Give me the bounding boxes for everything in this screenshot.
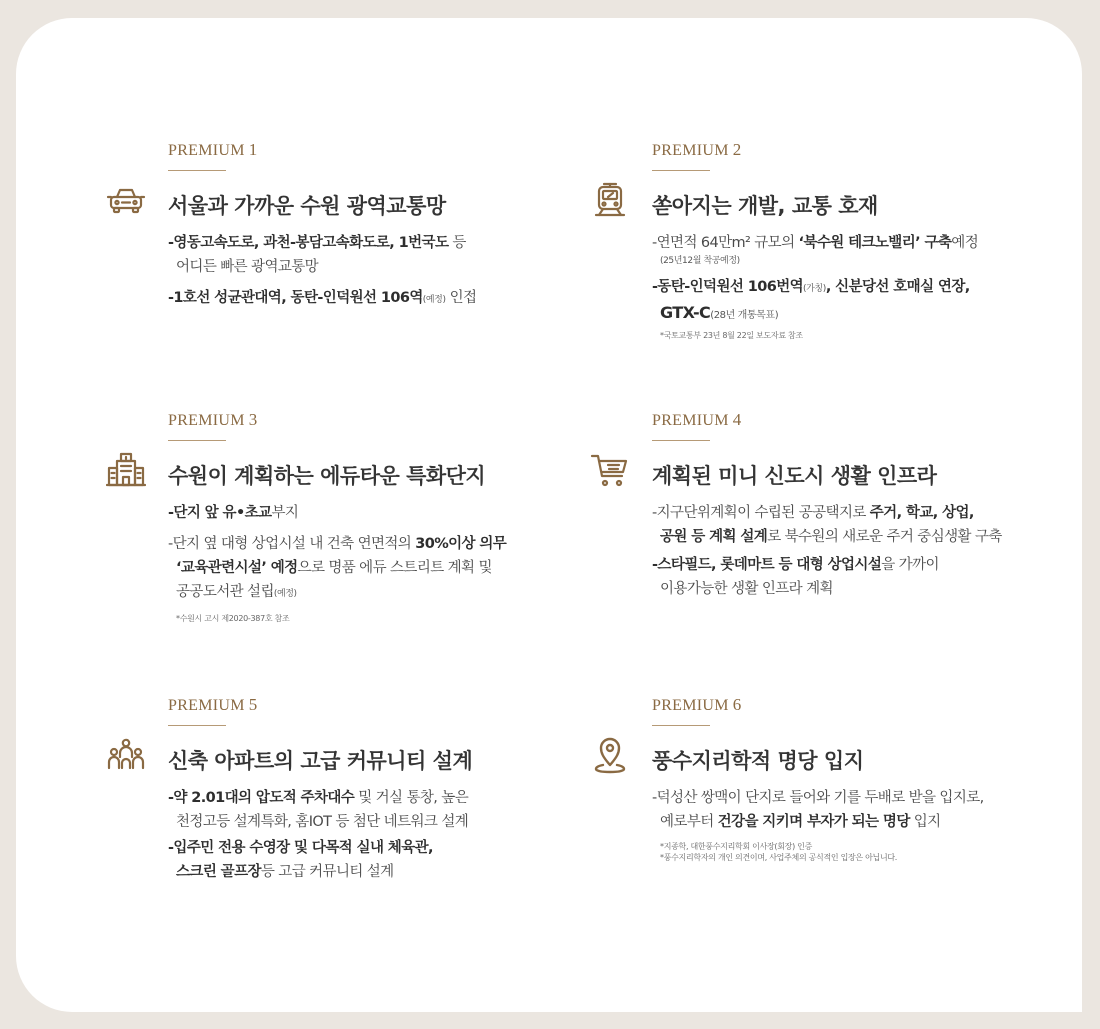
text: -지구단위계획이 수립된 공공택지로: [652, 505, 870, 521]
body-line: [652, 301, 1100, 328]
text: 및 거실 통창, 높은: [354, 790, 469, 806]
section-body: [168, 786, 628, 884]
text: 을 가까이: [881, 557, 939, 573]
premium-word: PREMIUM: [168, 142, 245, 159]
bold-text: 건강을 지키며 부자가 되는 명당: [717, 814, 910, 830]
body-line: [652, 553, 1100, 577]
premium-word: PREMIUM: [652, 697, 729, 714]
bold-text: -영동고속도로, 과천-봉담고속화도로, 1번국도: [168, 235, 449, 251]
divider: [652, 170, 710, 171]
body-line: 어디든 빠른 광역교통망: [176, 259, 319, 275]
premium-label: [168, 695, 258, 715]
body-line: [168, 532, 628, 556]
bold-text: 스크린 골프장: [176, 864, 261, 880]
bold-text: -동탄-인덕원선 106번역: [652, 279, 804, 295]
premium-label: [168, 410, 258, 430]
bold-text: 30%이상 의무: [415, 536, 507, 552]
premium-label: [652, 695, 742, 715]
bold-text: -입주민 전용 수영장 및 다목적 실내 체육관,: [168, 840, 433, 856]
body-line-small: (25년12월 착공예정): [660, 256, 740, 266]
section-body: [168, 501, 628, 624]
premium-word: PREMIUM: [652, 412, 729, 429]
text: 등: [448, 235, 466, 251]
footnote: *국토교통부 23년 8월 22일 보도자료 참조: [660, 331, 803, 340]
bold-text: -약 2.01대의 압도적 주차대수: [168, 790, 355, 806]
divider: [652, 440, 710, 441]
premium-number: 3: [248, 410, 258, 429]
shopping-cart-icon: [590, 450, 630, 490]
text: 으로 명품 에듀 스트리트 계획 및: [297, 560, 492, 576]
text: 입지: [909, 814, 941, 830]
premium-number: 1: [248, 140, 258, 159]
body-line: -덕성산 쌍맥이 단지로 들어와 기를 두배로 받을 입지로,: [652, 790, 984, 806]
footnote: *지종학, 대한풍수지리학회 이사장(회장) 인증: [660, 842, 813, 851]
text: 공공도서관 설립: [176, 584, 274, 600]
footnote: *풍수지리학자의 개인 의견이며, 사업주체의 공식적인 입장은 아닙니다.: [660, 853, 898, 862]
school-building-icon: [106, 450, 146, 490]
premium-label: [168, 140, 258, 160]
section-title: 쏟아지는 개발, 교통 호재: [652, 194, 878, 218]
text: 로 북수원의 새로운 주거 중심생활 구축: [767, 529, 1002, 545]
text: -단지 옆 대형 상업시설 내 건축 연면적의: [168, 536, 416, 552]
text: 인접: [445, 290, 477, 306]
bold-text: 공원 등 계획 설계: [660, 529, 768, 545]
premium-word: PREMIUM: [168, 697, 245, 714]
body-line: [652, 231, 1100, 255]
content-card: [16, 18, 1082, 1012]
section-title: 계획된 미니 신도시 생활 인프라: [652, 464, 937, 488]
body-line: [168, 556, 628, 580]
body-line: [652, 810, 1100, 834]
bold-text: 주거, 학교, 상업,: [869, 505, 974, 521]
section-title: 수원이 계획하는 에듀타운 특화단지: [168, 464, 486, 488]
text: 예정: [951, 235, 979, 251]
divider: [652, 725, 710, 726]
body-line: 이용가능한 생활 인프라 계획: [660, 581, 833, 597]
divider: [168, 440, 226, 441]
section-title: 서울과 가까운 수원 광역교통망: [168, 194, 446, 218]
premium-number: 5: [248, 695, 258, 714]
small-text: (예정): [422, 295, 446, 305]
section-body: [168, 231, 628, 312]
section-title: 풍수지리학적 명당 입지: [652, 749, 864, 773]
community-people-icon: [106, 735, 146, 775]
bold-text: -1호선 성균관대역, 동탄-인덕원선 106역: [168, 290, 423, 306]
premium-word: PREMIUM: [652, 142, 729, 159]
body-line: [168, 860, 628, 884]
section-body: [652, 786, 1100, 863]
bold-text: ‘교육관련시설’ 예정: [176, 560, 298, 576]
section-title: 신축 아파트의 고급 커뮤니티 설계: [168, 749, 473, 773]
body-line: [652, 275, 1100, 301]
text: -연면적 64만m² 규모의: [652, 235, 799, 251]
body-line: [168, 286, 628, 312]
premium-number: 2: [732, 140, 742, 159]
premium-label: [652, 140, 742, 160]
text: 예로부터: [660, 814, 718, 830]
body-line: [168, 231, 628, 255]
body-line: [168, 836, 628, 860]
divider: [168, 170, 226, 171]
body-line: [652, 501, 1100, 525]
divider: [168, 725, 226, 726]
premium-number: 4: [732, 410, 742, 429]
text: 등 고급 커뮤니티 설계: [260, 864, 394, 880]
location-pin-icon: [590, 735, 630, 775]
small-text: (예정): [273, 589, 297, 599]
body-line: [168, 786, 628, 810]
body-line: [168, 501, 628, 525]
bold-text: ‘북수원 테크노밸리’ 구축: [798, 235, 952, 251]
bold-text: -스타필드, 롯데마트 등 대형 상업시설: [652, 557, 882, 573]
premium-number: 6: [732, 695, 742, 714]
section-body: [652, 231, 1100, 341]
small-text: (28년 개통목표): [710, 310, 779, 321]
bold-text: , 신분당선 호매실 연장,: [825, 279, 970, 295]
body-line: 천정고등 설계특화, 홈IOT 등 첨단 네트워크 설계: [176, 814, 469, 830]
train-icon: [590, 180, 630, 220]
small-text: (가칭): [803, 284, 826, 294]
car-icon: [106, 180, 146, 220]
body-line: [168, 580, 628, 606]
section-body: [652, 501, 1100, 601]
bold-text: -단지 앞 유•초교: [168, 505, 272, 521]
bold-text: GTX-C: [660, 303, 711, 322]
footnote: *수원시 고시 제2020-387호 참조: [176, 614, 290, 623]
premium-label: [652, 410, 742, 430]
premium-word: PREMIUM: [168, 412, 245, 429]
body-line: [652, 525, 1100, 549]
text: 부지: [271, 505, 299, 521]
